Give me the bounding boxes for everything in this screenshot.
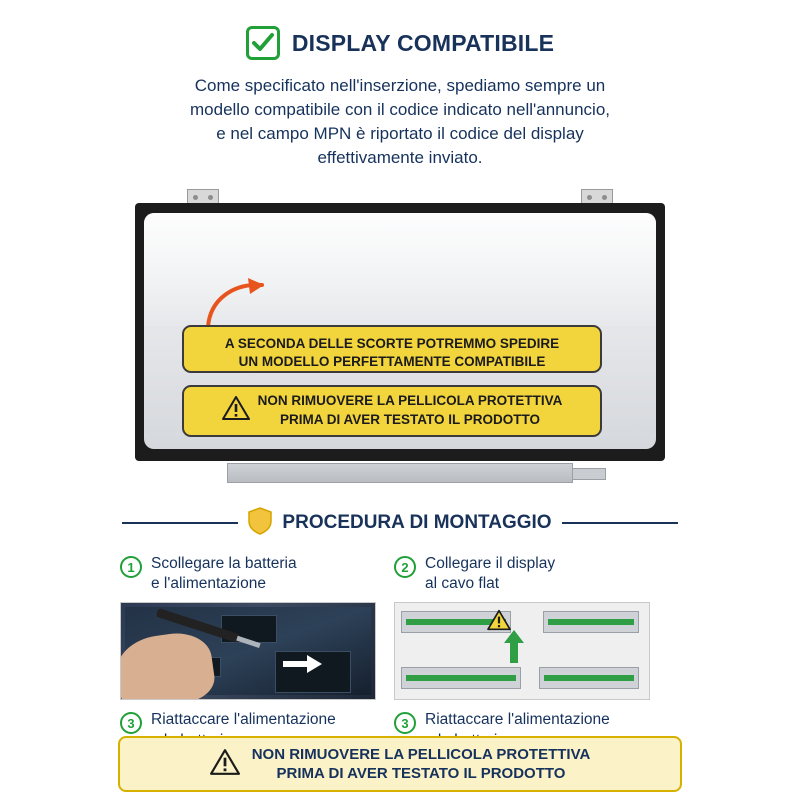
step-text	[151, 554, 297, 595]
step-number: 2	[394, 556, 416, 578]
footer-line-2: PRIMA DI AVER TESTATO IL PRODOTTO	[276, 765, 566, 782]
notice-secondary	[182, 385, 602, 437]
laptop-internals-photo	[120, 602, 376, 700]
cable-contact	[544, 675, 634, 681]
step-number: 1	[120, 556, 142, 578]
step-text-line-1: Riattaccare l'alimentazione	[425, 711, 610, 729]
panel-connector-tab	[572, 468, 606, 480]
white-arrow-icon	[283, 654, 323, 679]
intro-paragraph	[130, 74, 670, 171]
connector-strip	[539, 667, 639, 689]
check-square-icon	[246, 26, 280, 60]
intro-line-2: modello compatibile con il codice indicato nell'annuncio,	[190, 100, 610, 120]
step-text-line-2: e l'alimentazione	[151, 574, 266, 592]
shield-icon	[248, 507, 272, 540]
notice-primary	[182, 325, 602, 373]
display-panel-illustration	[135, 189, 665, 489]
footer-warning-banner	[118, 736, 682, 792]
step-text-line-1: Collegare il display	[425, 554, 556, 572]
footer-text	[252, 745, 591, 784]
intro-line-3: e nel campo MPN è riportato il codice del display	[216, 124, 584, 144]
header	[120, 26, 680, 60]
procedure-column-2	[394, 554, 650, 752]
connector-strip	[543, 611, 639, 633]
content-column	[120, 0, 680, 800]
step-number: 3	[120, 712, 142, 734]
connector-strip	[401, 667, 521, 689]
step-text-line-1: Scollegare la batteria	[151, 554, 297, 572]
step-text-line-2: al cavo flat	[425, 574, 500, 592]
notice-secondary-line-2: PRIMA DI AVER TESTATO IL PRODOTTO	[279, 411, 540, 427]
notice-primary-line-2: UN MODELLO PERFETTAMENTE COMPATIBILE	[238, 353, 546, 369]
cable-contact	[406, 675, 516, 681]
procedure-column-1	[120, 554, 376, 752]
notice-secondary-line-1: NON RIMUOVERE LA PELLICOLA PROTETTIVA	[257, 393, 563, 409]
panel-screen-surface	[144, 213, 656, 449]
warning-triangle-icon	[222, 395, 250, 426]
flat-cable-connector-photo	[394, 602, 650, 700]
step-item	[394, 554, 650, 595]
green-up-arrow-icon	[503, 630, 525, 669]
intro-line-4: effettivamente inviato.	[317, 148, 483, 168]
procedure-steps	[120, 554, 680, 752]
procedure-heading	[120, 507, 680, 540]
intro-line-1: Come specificato nell'inserzione, spediamo sempre un	[194, 76, 606, 95]
divider-left	[122, 522, 238, 524]
notice-primary-line-1: A SECONDA DELLE SCORTE POTREMMO SPEDIRE	[224, 335, 560, 351]
cable-contact	[548, 619, 634, 625]
warning-triangle-icon	[210, 748, 240, 781]
divider-right	[562, 522, 678, 524]
notice-secondary-text	[258, 392, 563, 428]
step-text-line-1: Riattaccare l'alimentazione	[151, 711, 336, 729]
step-number: 3	[394, 712, 416, 734]
page-title: DISPLAY COMPATIBILE	[291, 29, 555, 56]
procedure-title: PROCEDURA DI MONTAGGIO	[282, 512, 552, 533]
footer-line-1: NON RIMUOVERE LA PELLICOLA PROTETTIVA	[251, 745, 591, 763]
step-item	[120, 554, 376, 595]
step-text	[425, 554, 555, 595]
panel-bezel	[135, 203, 665, 461]
panel-bottom-strip	[227, 463, 573, 483]
